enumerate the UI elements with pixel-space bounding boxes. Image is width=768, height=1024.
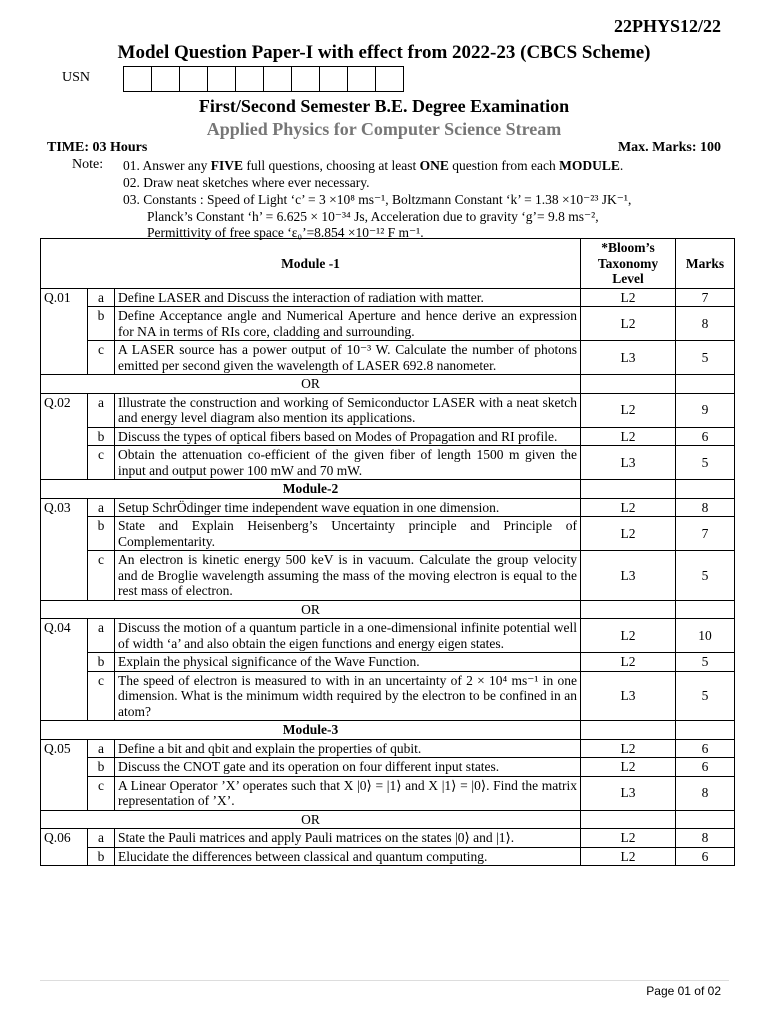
question-row <box>41 776 735 810</box>
sub-question: a <box>88 288 115 307</box>
marks-value: 8 <box>676 498 735 517</box>
question-text: Define LASER and Discuss the interaction of radiation with matter. <box>115 288 581 307</box>
sub-question: c <box>88 446 115 480</box>
question-row <box>41 829 735 848</box>
question-row <box>41 393 735 427</box>
question-row <box>41 427 735 446</box>
question-number: Q.02 <box>41 393 88 427</box>
blooms-level: L2 <box>581 498 676 517</box>
marks-value: 5 <box>676 653 735 672</box>
question-text: Discuss the types of optical fibers based on Modes of Propagation and RI profile. <box>115 427 581 446</box>
sub-question: b <box>88 517 115 551</box>
question-number <box>41 307 88 341</box>
blooms-level: L2 <box>581 307 676 341</box>
question-number <box>41 341 88 375</box>
or-separator-row <box>41 810 735 829</box>
sub-question: b <box>88 847 115 866</box>
blooms-level: L3 <box>581 551 676 601</box>
paper-title: Model Question Paper-I with effect from 2022-23 (CBCS Scheme) <box>117 42 651 63</box>
question-text: Define a bit and qbit and explain the properties of qubit. <box>115 739 581 758</box>
question-number <box>41 517 88 551</box>
max-marks-label: Max. Marks: 100 <box>617 140 721 155</box>
note-3-line-3: Permittivity of free space ‘ε₀’=8.854 ×10⁻¹² F m⁻¹. <box>147 225 424 240</box>
note-label: Note: <box>72 157 104 172</box>
note-3-line-2: Planck’s Constant ‘h’ = 6.625 × 10⁻³⁴ Js, Acceleration due to gravity ‘g’= 9.8 ms⁻², <box>147 209 599 224</box>
note-2: 02. Draw neat sketches where ever necessary. <box>123 175 370 190</box>
subject-title: Applied Physics for Computer Science Stream <box>206 119 562 139</box>
question-row <box>41 288 735 307</box>
blooms-level: L3 <box>581 776 676 810</box>
usn-boxes <box>123 66 404 92</box>
sub-question: a <box>88 498 115 517</box>
question-text: Discuss the CNOT gate and its operation on four different input states. <box>115 758 581 777</box>
marks-value: 6 <box>676 847 735 866</box>
note-3-line-1: 03. Constants : Speed of Light ‘c’ = 3 ×10⁸ ms⁻¹, Boltzmann Constant ‘k’ = 1.38 ×10⁻²³ JK⁻¹, <box>123 192 632 207</box>
question-number <box>41 551 88 601</box>
or-label: OR <box>41 375 581 394</box>
question-text: State the Pauli matrices and apply Pauli matrices on the states |0⟩ and |1⟩. <box>115 829 581 848</box>
module-label: Module-3 <box>41 721 581 740</box>
blooms-level: L3 <box>581 446 676 480</box>
or-separator-row <box>41 375 735 394</box>
question-text: Illustrate the construction and working of Semiconductor LASER with a neat sketch and energy level diagram also mention its applications. <box>115 393 581 427</box>
question-text: Discuss the motion of a quantum particle in a one-dimensional infinite potential well of width ‘a’ and also obtain the eigen functions and energy eigen states. <box>115 619 581 653</box>
marks-value: 8 <box>676 307 735 341</box>
question-text: Explain the physical significance of the Wave Function. <box>115 653 581 672</box>
marks-value: 5 <box>676 446 735 480</box>
question-text: A LASER source has a power output of 10⁻³ W. Calculate the number of photons emitted per second given the wavelength of LASER 692.8 nanometer. <box>115 341 581 375</box>
blooms-level: L2 <box>581 619 676 653</box>
usn-label: USN <box>62 70 91 85</box>
sub-question: b <box>88 427 115 446</box>
blooms-level: L2 <box>581 288 676 307</box>
sub-question: a <box>88 393 115 427</box>
marks-value: 10 <box>676 619 735 653</box>
question-row <box>41 498 735 517</box>
marks-value: 6 <box>676 758 735 777</box>
blooms-level: L3 <box>581 341 676 375</box>
sub-question: a <box>88 829 115 848</box>
question-number: Q.04 <box>41 619 88 653</box>
question-table <box>40 238 735 866</box>
table-header-row <box>41 239 735 289</box>
question-row <box>41 307 735 341</box>
or-separator-row <box>41 600 735 619</box>
blooms-level: L2 <box>581 847 676 866</box>
time-label: TIME: 03 Hours <box>47 140 148 155</box>
question-row <box>41 619 735 653</box>
note-1: 01. Answer any FIVE full questions, choosing at least ONE question from each MODULE. <box>123 158 624 173</box>
sub-question: a <box>88 739 115 758</box>
marks-value: 5 <box>676 341 735 375</box>
marks-value: 7 <box>676 517 735 551</box>
blooms-level: L2 <box>581 517 676 551</box>
blooms-level: L2 <box>581 829 676 848</box>
question-number: Q.03 <box>41 498 88 517</box>
module-heading: Module -1 <box>41 239 581 289</box>
blooms-heading: *Bloom’s Taxonomy Level <box>581 239 676 289</box>
marks-value: 6 <box>676 739 735 758</box>
question-text: An electron is kinetic energy 500 keV is in vacuum. Calculate the group velocity and de Broglie wavelength assuming the mass of the moving electron is equal to the rest mass of electron. <box>115 551 581 601</box>
question-row <box>41 551 735 601</box>
sub-question: c <box>88 671 115 721</box>
marks-value: 9 <box>676 393 735 427</box>
sub-question: b <box>88 653 115 672</box>
sub-question: c <box>88 551 115 601</box>
marks-heading: Marks <box>676 239 735 289</box>
question-number <box>41 758 88 777</box>
marks-value: 6 <box>676 427 735 446</box>
question-text: A Linear Operator ’X’ operates such that X |0⟩ = |1⟩ and X |1⟩ = |0⟩. Find the matrix representation of ’X’. <box>115 776 581 810</box>
question-text: Obtain the attenuation co-efficient of the given fiber of length 1500 m given the input and output power 100 mW and 70 mW. <box>115 446 581 480</box>
blooms-level: L2 <box>581 427 676 446</box>
blooms-level: L3 <box>581 671 676 721</box>
question-row <box>41 653 735 672</box>
sub-question: a <box>88 619 115 653</box>
marks-value: 5 <box>676 551 735 601</box>
footer-rule <box>40 980 729 981</box>
blooms-level: L2 <box>581 393 676 427</box>
question-text: Elucidate the differences between classical and quantum computing. <box>115 847 581 866</box>
sub-question: b <box>88 758 115 777</box>
module-heading-row <box>41 721 735 740</box>
marks-value: 8 <box>676 776 735 810</box>
or-label: OR <box>41 810 581 829</box>
module-label: Module-2 <box>41 480 581 499</box>
question-row <box>41 446 735 480</box>
question-row <box>41 671 735 721</box>
question-number <box>41 671 88 721</box>
question-row <box>41 517 735 551</box>
sub-question: b <box>88 307 115 341</box>
question-number: Q.05 <box>41 739 88 758</box>
blooms-level: L2 <box>581 739 676 758</box>
question-text: The speed of electron is measured to with in an uncertainty of 2 × 10⁴ ms⁻¹ in one dimension. What is the minimum width required by the electron to be confined in an atom? <box>115 671 581 721</box>
or-label: OR <box>41 600 581 619</box>
marks-value: 5 <box>676 671 735 721</box>
marks-value: 7 <box>676 288 735 307</box>
question-number <box>41 847 88 866</box>
marks-value: 8 <box>676 829 735 848</box>
question-text: Setup SchrÖdinger time independent wave equation in one dimension. <box>115 498 581 517</box>
question-row <box>41 341 735 375</box>
question-number: Q.06 <box>41 829 88 848</box>
question-number <box>41 446 88 480</box>
question-row <box>41 758 735 777</box>
exam-title: First/Second Semester B.E. Degree Examination <box>198 96 570 116</box>
blooms-level: L2 <box>581 653 676 672</box>
question-text: Define Acceptance angle and Numerical Aperture and hence derive an expression for NA in terms of RIs core, cladding and surrounding. <box>115 307 581 341</box>
sub-question: c <box>88 776 115 810</box>
sub-question: c <box>88 341 115 375</box>
module-heading-row <box>41 480 735 499</box>
question-row <box>41 847 735 866</box>
blooms-level: L2 <box>581 758 676 777</box>
question-number <box>41 776 88 810</box>
question-number <box>41 653 88 672</box>
question-number <box>41 427 88 446</box>
paper-code: 22PHYS12/22 <box>613 16 721 36</box>
question-text: State and Explain Heisenberg’s Uncertainty principle and Principle of Complementarity. <box>115 517 581 551</box>
question-number: Q.01 <box>41 288 88 307</box>
page-number: Page 01 of 02 <box>646 984 721 998</box>
question-row <box>41 739 735 758</box>
